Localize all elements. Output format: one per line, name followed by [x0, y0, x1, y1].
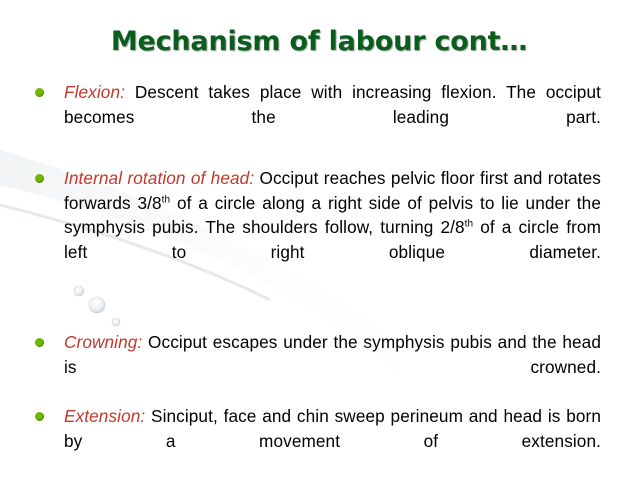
bullet-term: Internal rotation of head:: [64, 168, 255, 188]
bullet-item-flexion: [64, 80, 601, 154]
bullet-item-extension: [64, 404, 601, 478]
bullet-text: Occiput escapes under the symphysis pubis and the head is crowned.: [64, 332, 601, 377]
bullet-dot-icon: [35, 174, 44, 183]
bullet-text: of a circle from left to right oblique diameter.: [64, 217, 601, 262]
bullet-dot-icon: [35, 88, 44, 97]
bubble-large: [89, 297, 105, 313]
bullet-text: Descent takes place with increasing flexion. The occiput becomes the leading part.: [64, 82, 601, 127]
bullet-dot-icon: [35, 412, 44, 421]
bullet-text: of a circle along a right side of pelvis to lie under the symphysis pubis. The shoulders follow, turning 2/8: [64, 192, 601, 238]
slide-title: Mechanism of labour cont…: [110, 26, 528, 57]
bullet-item-crowning: [64, 330, 601, 404]
bullet-dot-icon: [35, 338, 44, 347]
bullet-text: Occiput reaches pelvic floor first and rotates forwards 3/8: [64, 168, 601, 213]
bullet-term: Extension:: [64, 406, 146, 426]
bullet-item-internal-rotation: [64, 166, 601, 289]
bubble-tiny: [112, 318, 120, 326]
bullet-term: Flexion:: [64, 82, 125, 102]
superscript: th: [161, 193, 171, 205]
superscript: th: [464, 218, 474, 230]
bullet-term: Crowning:: [64, 332, 143, 352]
bullet-text: Sinciput, face and chin sweep perineum and head is born by a movement of extension.: [64, 406, 601, 451]
